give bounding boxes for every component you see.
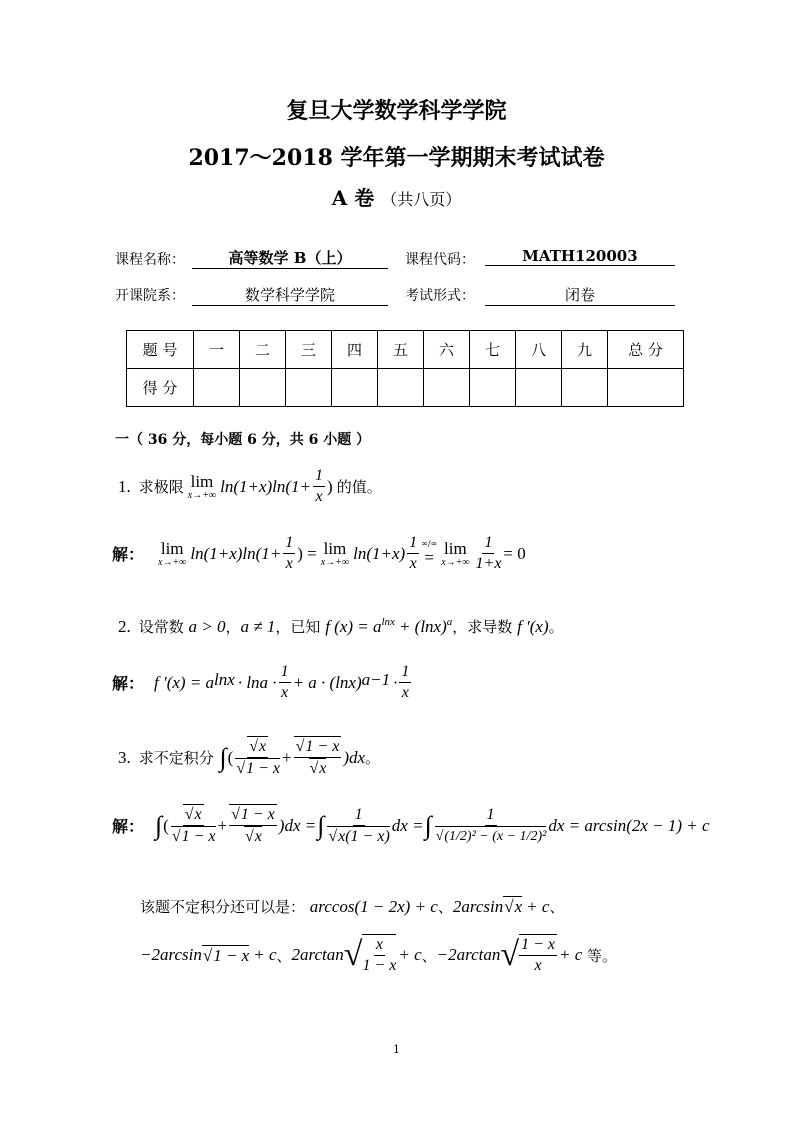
fraction bbox=[294, 736, 342, 779]
score-table bbox=[126, 330, 684, 407]
numerator: √ x bbox=[247, 736, 268, 758]
numerator: √ 1 − x bbox=[294, 736, 342, 758]
fraction bbox=[171, 804, 216, 847]
result: dx = arcsin(2x − 1) + c bbox=[548, 815, 710, 835]
table-cell: 八 bbox=[516, 331, 562, 369]
score-cell bbox=[516, 369, 562, 407]
exam-form-label: 考试形式： bbox=[405, 288, 475, 304]
fraction bbox=[407, 533, 419, 574]
denominator: √ x bbox=[309, 758, 327, 779]
table-cell: 五 bbox=[378, 331, 424, 369]
table-cell: 二 bbox=[240, 331, 286, 369]
fraction bbox=[519, 934, 557, 976]
separator: 、 bbox=[276, 946, 292, 965]
inf-ratio: ∞/∞ bbox=[421, 539, 438, 548]
expression: + (lnx) bbox=[398, 616, 447, 636]
question-3 bbox=[118, 736, 380, 779]
table-cell: 三 bbox=[286, 331, 332, 369]
lim-sub: x→+∞ bbox=[320, 557, 350, 568]
exponent: lnx bbox=[381, 616, 395, 628]
fraction bbox=[399, 662, 411, 703]
score-cell bbox=[332, 369, 378, 407]
fraction bbox=[279, 662, 291, 703]
table-row bbox=[127, 369, 684, 407]
solution-1 bbox=[112, 533, 526, 574]
denominator: x bbox=[285, 555, 293, 572]
denominator: √ x bbox=[244, 826, 262, 847]
radical: √ x bbox=[503, 896, 522, 917]
plus: + bbox=[217, 815, 228, 835]
score-cell bbox=[470, 369, 516, 407]
dept-label: 开课院系： bbox=[115, 288, 185, 304]
question-text: 的值。 bbox=[336, 478, 382, 496]
fraction bbox=[362, 934, 396, 976]
table-row bbox=[127, 331, 684, 369]
exam-title: 2017～2018 学年第一学期期末考试试卷 bbox=[188, 145, 605, 171]
note-text: 该题不定积分还可以是： bbox=[140, 898, 306, 916]
equals: = bbox=[424, 548, 434, 567]
lim-sub: x→+∞ bbox=[441, 557, 470, 568]
table-cell: 七 bbox=[470, 331, 516, 369]
table-cell: 得 分 bbox=[127, 369, 194, 407]
answer: + c bbox=[398, 945, 422, 964]
exponent: a−1 bbox=[361, 670, 391, 689]
lim-sub: x→+∞ bbox=[187, 490, 217, 501]
numerator: 1 bbox=[279, 662, 291, 683]
integral-sign: ∫ bbox=[155, 810, 163, 840]
school-title: 复旦大学数学科学学院 bbox=[286, 98, 507, 124]
numerator: √ x bbox=[183, 804, 204, 826]
fraction bbox=[327, 805, 389, 847]
page-number: 1 bbox=[393, 1043, 400, 1056]
paren: ( bbox=[163, 815, 169, 835]
radical-sign: √ bbox=[500, 936, 520, 973]
question-number: 3. bbox=[118, 747, 131, 767]
score-cell bbox=[562, 369, 608, 407]
alternative-answers-2 bbox=[140, 934, 617, 976]
denominator: √ (1/2)² − (x − 1/2)² bbox=[435, 826, 547, 847]
note-text: 等。 bbox=[587, 946, 618, 965]
limit bbox=[441, 539, 469, 568]
question-text: 求不定积分 bbox=[138, 749, 214, 767]
lim-op: lim bbox=[323, 539, 347, 558]
paper-label: A 卷 bbox=[331, 186, 375, 210]
question-text: 求极限 bbox=[138, 478, 184, 496]
condition: a > 0 bbox=[188, 616, 226, 636]
fraction bbox=[476, 533, 502, 574]
fraction bbox=[283, 533, 295, 574]
course-code-label: 课程代码： bbox=[405, 252, 475, 268]
question-number: 2. bbox=[118, 616, 131, 636]
expression: ln(1+x)ln(1+ bbox=[220, 476, 312, 496]
answer: −2arcsin bbox=[140, 945, 202, 964]
fraction bbox=[229, 804, 277, 847]
expression: )dx = bbox=[278, 815, 317, 835]
score-cell bbox=[378, 369, 424, 407]
section-header: 一（ 36 分，每小题 6 分，共 6 小题 ） bbox=[115, 432, 371, 448]
numerator: 1 bbox=[482, 533, 494, 554]
expression: · bbox=[393, 672, 398, 692]
score-cell bbox=[240, 369, 286, 407]
answer: + c bbox=[558, 945, 583, 964]
expression: dx = bbox=[391, 815, 424, 835]
fraction bbox=[435, 805, 547, 847]
lim-op: lim bbox=[444, 539, 467, 558]
table-cell: 总 分 bbox=[608, 331, 684, 369]
radical-sign: √ bbox=[343, 936, 363, 973]
score-cell bbox=[608, 369, 684, 407]
solution-label: 解： bbox=[112, 817, 145, 836]
expression: ) = bbox=[297, 543, 317, 563]
lim-op: lim bbox=[190, 472, 214, 491]
radical: √ 1 − x bbox=[202, 945, 249, 966]
numerator: 1 bbox=[407, 533, 419, 554]
denominator: √ x(1 − x) bbox=[327, 826, 389, 847]
integral-sign: ∫ bbox=[317, 810, 325, 840]
exam-form: 闭卷 bbox=[485, 284, 675, 306]
denominator: x bbox=[401, 684, 409, 701]
expression: · lna · bbox=[237, 672, 277, 692]
expression: f ′(x) bbox=[517, 616, 549, 636]
fraction bbox=[235, 736, 280, 779]
page-count: （共八页） bbox=[381, 190, 462, 209]
expression: )dx bbox=[343, 747, 366, 767]
separator: 、 bbox=[437, 898, 453, 916]
expression: + a · (lnx) bbox=[292, 672, 362, 692]
denominator: x bbox=[534, 957, 542, 974]
solution-label: 解： bbox=[112, 545, 145, 564]
expression: f (x) = a bbox=[325, 616, 382, 636]
numerator: 1 bbox=[399, 662, 411, 683]
denominator: √ 1 − x bbox=[171, 826, 216, 847]
question-text: 设常数 bbox=[138, 618, 184, 636]
separator: 、 bbox=[549, 898, 565, 916]
course-code: MATH120003 bbox=[485, 247, 675, 266]
expression: ln(1+x)ln(1+ bbox=[190, 543, 282, 563]
table-cell: 四 bbox=[332, 331, 378, 369]
alternative-answers-1 bbox=[140, 896, 564, 917]
solution-label: 解： bbox=[112, 674, 145, 693]
paren: ( bbox=[227, 747, 234, 767]
period: 。 bbox=[365, 749, 381, 767]
question-number: 1. bbox=[118, 476, 131, 496]
answer: arccos(1 − 2x) + c bbox=[309, 896, 438, 916]
question-1 bbox=[118, 466, 382, 507]
period: 。 bbox=[548, 618, 564, 636]
fraction bbox=[313, 466, 325, 507]
expression: f ′(x) = a bbox=[154, 672, 215, 692]
numerator: x bbox=[374, 935, 385, 956]
answer: + c bbox=[526, 896, 550, 916]
solution-3 bbox=[112, 804, 710, 847]
question-text: ，已知 bbox=[275, 618, 321, 636]
integral-sign: ∫ bbox=[424, 810, 432, 840]
integral-sign: ∫ bbox=[219, 742, 227, 772]
numerator: 1 bbox=[485, 805, 497, 826]
denominator: 1 − x bbox=[362, 957, 397, 974]
table-cell: 一 bbox=[194, 331, 240, 369]
comma: ， bbox=[225, 618, 241, 636]
course-name-label: 课程名称： bbox=[115, 252, 185, 268]
lhopital-eq bbox=[421, 539, 437, 568]
denominator: 1+x bbox=[475, 555, 502, 572]
answer: 2arcsin bbox=[452, 896, 504, 916]
table-cell: 题 号 bbox=[127, 331, 194, 369]
paper-version bbox=[0, 182, 793, 211]
dept: 数学科学学院 bbox=[192, 284, 388, 306]
numerator: 1 bbox=[353, 805, 365, 826]
exponent: lnx bbox=[214, 670, 235, 689]
table-cell: 六 bbox=[424, 331, 470, 369]
separator: 、 bbox=[421, 946, 437, 965]
denominator: x bbox=[409, 555, 417, 572]
limit bbox=[158, 539, 186, 568]
result: = 0 bbox=[503, 543, 526, 563]
limit bbox=[188, 472, 216, 501]
numerator: 1 bbox=[313, 466, 325, 487]
condition: a ≠ 1 bbox=[240, 616, 276, 636]
answer: + c bbox=[253, 945, 277, 964]
exponent: a bbox=[446, 616, 453, 628]
solution-2 bbox=[112, 662, 413, 703]
paren: ) bbox=[327, 476, 333, 496]
table-cell: 九 bbox=[562, 331, 608, 369]
numerator: 1 bbox=[283, 533, 295, 554]
plus: + bbox=[282, 747, 292, 767]
numerator: 1 − x bbox=[519, 935, 557, 956]
score-cell bbox=[424, 369, 470, 407]
lim-sub: x→+∞ bbox=[158, 557, 187, 568]
expression: ln(1+x) bbox=[353, 543, 406, 563]
score-cell bbox=[194, 369, 240, 407]
score-cell bbox=[286, 369, 332, 407]
answer: −2arctan bbox=[436, 945, 501, 964]
numerator: √ 1 − x bbox=[229, 804, 277, 826]
question-2 bbox=[118, 616, 564, 637]
course-name: 高等数学 B（上） bbox=[192, 247, 388, 269]
answer: 2arctan bbox=[291, 945, 344, 964]
question-text: ，求导数 bbox=[452, 618, 513, 636]
limit bbox=[321, 539, 349, 568]
denominator: x bbox=[315, 488, 323, 505]
denominator: √ 1 − x bbox=[235, 758, 280, 779]
lim-op: lim bbox=[160, 539, 184, 558]
denominator: x bbox=[281, 684, 289, 701]
